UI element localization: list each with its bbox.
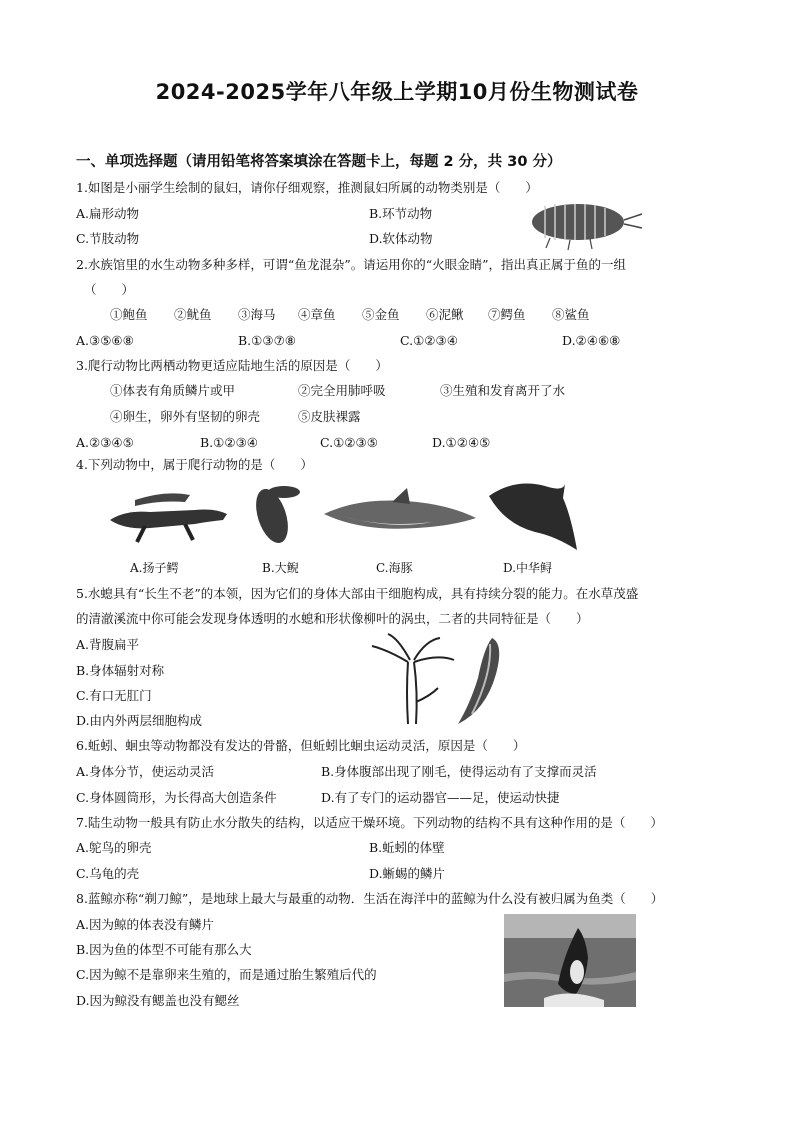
q5-option-d: D.由内外两层细胞构成 — [76, 713, 203, 728]
q1-option-d: D.软体动物 — [369, 231, 433, 246]
q7-option-c: C.乌龟的壳 — [76, 866, 140, 881]
q2-item-1: ①鲍鱼 — [110, 307, 148, 322]
planarian-image — [452, 634, 507, 726]
q2-option-a: A.③⑤⑥⑧ — [76, 333, 134, 348]
woodlouse-image — [520, 192, 645, 252]
question-5-stem-cont: 的清澈溪流中你可能会发现身体透明的水螅和形状像柳叶的涡虫，二者的共同特征是（ ） — [76, 611, 589, 626]
question-3-stem: 3.爬行动物比两栖动物更适应陆地生活的原因是（ ） — [76, 358, 388, 373]
q5-option-b: B.身体辐射对称 — [76, 663, 165, 678]
q7-option-b: B.蚯蚓的体壁 — [369, 840, 445, 855]
q2-item-2: ②鱿鱼 — [174, 307, 212, 322]
q2-item-8: ⑧鲨鱼 — [552, 307, 590, 322]
q3-item-3: ③生殖和发育离开了水 — [440, 383, 566, 398]
q3-option-b: B.①②③④ — [200, 435, 258, 450]
sturgeon-image — [485, 476, 580, 556]
q3-option-a: A.②③④⑤ — [76, 435, 134, 450]
question-7-stem: 7.陆生动物一般具有防止水分散失的结构，以适应干燥环境。下列动物的结构不具有这种作用的是（ ） — [76, 815, 663, 830]
q3-option-c: C.①②③⑤ — [320, 435, 378, 450]
q8-option-b: B.因为鱼的体型不可能有那么大 — [76, 942, 252, 957]
q3-option-d: D.①②④⑤ — [432, 435, 491, 450]
q1-option-c: C.节肢动物 — [76, 231, 140, 246]
q2-item-3: ③海马 — [238, 307, 276, 322]
q7-option-a: A.鸵鸟的卵壳 — [76, 840, 152, 855]
question-8-stem: 8.蓝鲸亦称“剃刀鲸”，是地球上最大与最重的动物．生活在海洋中的蓝鲸为什么没有被归属为鱼类（ ） — [76, 891, 664, 906]
whale-photo — [504, 914, 636, 1007]
page-title: 2024-2025学年八年级上学期10月份生物测试卷 — [155, 80, 639, 104]
alligator-image — [105, 480, 230, 550]
q3-item-5: ⑤皮肤裸露 — [298, 409, 361, 424]
q3-item-4: ④卵生，卵外有坚韧的卵壳 — [110, 409, 261, 424]
q5-option-a: A.背腹扁平 — [76, 637, 140, 652]
q6-option-d: D.有了专门的运动器官——足，使运动快捷 — [321, 790, 560, 805]
q3-item-2: ②完全用肺呼吸 — [298, 383, 386, 398]
q2-item-5: ⑤金鱼 — [362, 307, 400, 322]
q3-item-1: ①体表有角质鳞片或甲 — [110, 383, 236, 398]
q6-option-c: C.身体圆筒形，为长得高大创造条件 — [76, 790, 277, 805]
hydra-image — [368, 632, 458, 728]
section-heading: 一、单项选择题（请用铅笔将答案填涂在答题卡上，每题 2 分，共 30 分） — [76, 154, 562, 170]
q6-option-b: B.身体腹部出现了刚毛，使得运动有了支撑而灵活 — [321, 764, 597, 779]
q1-option-b: B.环节动物 — [369, 206, 433, 221]
q7-option-d: D.蜥蜴的鳞片 — [369, 866, 446, 881]
q2-item-7: ⑦鳄鱼 — [488, 307, 526, 322]
question-1-stem: 1.如图是小丽学生绘制的鼠妇，请你仔细观察，推测鼠妇所属的动物类别是（ ） — [76, 180, 538, 195]
dolphin-image — [322, 488, 478, 542]
giant-salamander-image — [242, 484, 304, 550]
q2-option-c: C.①②③④ — [400, 333, 458, 348]
q5-option-c: C.有口无肛门 — [76, 688, 152, 703]
q8-option-c: C.因为鲸不是靠卵来生殖的，而是通过胎生繁殖后代的 — [76, 967, 377, 982]
question-5-stem: 5.水螅具有“长生不老”的本领，因为它们的身体大部由干细胞构成，具有持续分裂的能力。在水草茂盛 — [76, 586, 639, 601]
q2-option-b: B.①③⑦⑧ — [238, 333, 296, 348]
question-2-stem-cont: （ ） — [84, 282, 135, 297]
q4-option-a: A.扬子鳄 — [130, 561, 179, 575]
q4-option-d: D.中华鲟 — [503, 561, 553, 575]
question-2-stem: 2.水族馆里的水生动物多种多样，可谓“鱼龙混杂”。请运用你的“火眼金睛”，指出真正属于鱼的一组 — [76, 257, 626, 272]
q8-option-d: D.因为鲸没有鳃盖也没有鳃丝 — [76, 993, 240, 1008]
question-6-stem: 6.蚯蚓、蛔虫等动物都没有发达的骨骼，但蚯蚓比蛔虫运动灵活，原因是（ ） — [76, 738, 526, 753]
q2-option-d: D.②④⑥⑧ — [562, 333, 621, 348]
q8-option-a: A.因为鲸的体表没有鳞片 — [76, 917, 215, 932]
question-4-stem: 4.下列动物中，属于爬行动物的是（ ） — [76, 457, 313, 472]
q2-item-4: ④章鱼 — [298, 307, 336, 322]
q4-option-b: B.大鲵 — [262, 561, 299, 575]
q6-option-a: A.身体分节，使运动灵活 — [76, 764, 215, 779]
q1-option-a: A.扁形动物 — [76, 206, 140, 221]
q2-item-6: ⑥泥鳅 — [426, 307, 464, 322]
q4-option-c: C.海豚 — [376, 561, 413, 575]
